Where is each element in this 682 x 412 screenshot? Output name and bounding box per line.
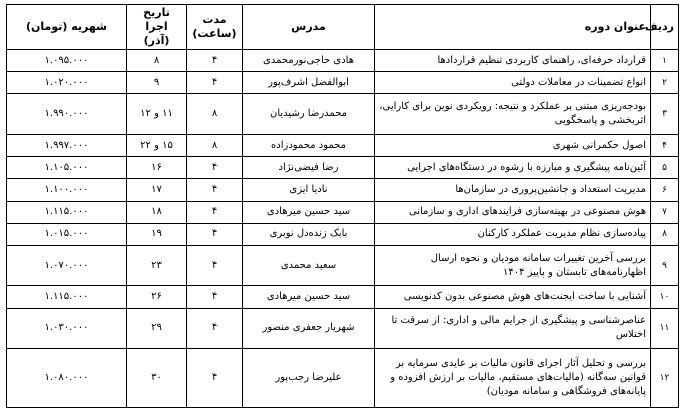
- table-row: [7, 94, 679, 135]
- course-title: قرارداد حرفه‌ای، راهنمای کاربردی تنظیم قراردادها: [375, 50, 651, 72]
- table-row: [7, 72, 679, 94]
- course-date: ۲۳: [127, 245, 187, 286]
- course-fee: ۱.۰۳۰.۰۰۰: [7, 308, 127, 349]
- row-number: ۵: [651, 157, 679, 179]
- header-teacher: مدرس: [243, 5, 375, 50]
- course-date: ۱۸: [127, 201, 187, 223]
- course-duration: ۴: [187, 245, 243, 286]
- course-title: بررسی و تحلیل آثار اجرای قانون مالیات بر عایدی سرمایه بر قوانین سه‌گانه (مالیات‌های مستقیم، مالیات بر ارزش افزوده و پایانه‌های فروشگاهی و سامانه مودیان): [375, 349, 651, 408]
- table-row: [7, 134, 679, 156]
- table-row: [7, 179, 679, 201]
- course-title: پیاده‌سازی نظام مدیریت عملکرد کارکنان: [375, 223, 651, 245]
- course-title: بودجه‌ریزی مبتنی بر عملکرد و نتیجه: رویکردی نوین برای کارایی، اثربخشی و پاسخگویی: [375, 94, 651, 135]
- course-title: بررسی آخرین تغییرات سامانه مودیان و نحوه ارسال اظهارنامه‌های تابستان و پاییز ۱۴۰۴: [375, 245, 651, 286]
- header-row: [7, 5, 679, 50]
- course-title: عناصرشناسی و پیشگیری از جرایم مالی و اداری: از سرقت تا اختلاس: [375, 308, 651, 349]
- course-date: ۲۶: [127, 286, 187, 308]
- course-date: ۱۹: [127, 223, 187, 245]
- course-duration: ۴: [187, 223, 243, 245]
- course-duration: ۸: [187, 94, 243, 135]
- course-date: ۲۹: [127, 308, 187, 349]
- course-teacher: علیرضا رجب‌پور: [243, 349, 375, 408]
- course-title: آئین‌نامه پیشگیری و مبارزه با رشوه در دستگاه‌های اجرایی: [375, 157, 651, 179]
- course-fee: ۱.۹۹۰.۰۰۰: [7, 94, 127, 135]
- course-fee: ۱.۰۷۰.۰۰۰: [7, 245, 127, 286]
- header-duration: مدت (ساعت): [187, 5, 243, 50]
- row-number: ۱۲: [651, 349, 679, 408]
- course-title: مدیریت استعداد و جانشین‌پروری در سازمان‌ها: [375, 179, 651, 201]
- course-teacher: محمود محمودزاده: [243, 134, 375, 156]
- course-title: اصول حکمرانی شهری: [375, 134, 651, 156]
- course-teacher: ابوالفضل اشرف‌پور: [243, 72, 375, 94]
- course-duration: ۴: [187, 201, 243, 223]
- table-row: [7, 349, 679, 408]
- table-row: [7, 50, 679, 72]
- course-fee: ۱.۱۱۵.۰۰۰: [7, 201, 127, 223]
- table-row: [7, 223, 679, 245]
- course-duration: ۴: [187, 179, 243, 201]
- row-number: ۴: [651, 134, 679, 156]
- row-number: ۳: [651, 94, 679, 135]
- course-date: ۱۷: [127, 179, 187, 201]
- course-teacher: رضا فیضی‌نژاد: [243, 157, 375, 179]
- course-duration: ۴: [187, 157, 243, 179]
- course-teacher: شهریار جعفری منصور: [243, 308, 375, 349]
- course-date: ۱۵ و ۲۲: [127, 134, 187, 156]
- row-number: ۱۰: [651, 286, 679, 308]
- course-duration: ۴: [187, 50, 243, 72]
- row-number: ۲: [651, 72, 679, 94]
- course-fee: ۱.۱۰۰.۰۰۰: [7, 179, 127, 201]
- table-row: [7, 201, 679, 223]
- course-duration: ۴: [187, 349, 243, 408]
- course-fee: ۱.۱۰۵.۰۰۰: [7, 157, 127, 179]
- course-teacher: سید حسین میرهادی: [243, 286, 375, 308]
- course-duration: ۴: [187, 72, 243, 94]
- table-row: [7, 286, 679, 308]
- course-date: ۳۰: [127, 349, 187, 408]
- course-title: آشنایی با ساخت ایجنت‌های هوش مصنوعی بدون کدنویسی: [375, 286, 651, 308]
- course-duration: ۴: [187, 286, 243, 308]
- course-teacher: محمدرضا رشیدیان: [243, 94, 375, 135]
- course-fee: ۱.۰۸۰.۰۰۰: [7, 349, 127, 408]
- table-row: [7, 245, 679, 286]
- course-fee: ۱.۰۲۰.۰۰۰: [7, 72, 127, 94]
- course-teacher: بابک زنده‌دل نوبری: [243, 223, 375, 245]
- course-date: ۱۶: [127, 157, 187, 179]
- header-date: تاریخ اجرا (آذر): [127, 5, 187, 50]
- row-number: ۱: [651, 50, 679, 72]
- course-date: ۹: [127, 72, 187, 94]
- header-fee: شهریه (تومان): [7, 5, 127, 50]
- table-row: [7, 308, 679, 349]
- row-number: ۷: [651, 201, 679, 223]
- course-teacher: سعید محمدی: [243, 245, 375, 286]
- course-teacher: هادی حاجی‌نورمحمدی: [243, 50, 375, 72]
- row-number: ۶: [651, 179, 679, 201]
- header-num: ردیف: [651, 5, 679, 50]
- course-date: ۱۱ و ۱۲: [127, 94, 187, 135]
- table-body: [7, 50, 679, 408]
- course-date: ۸: [127, 50, 187, 72]
- course-fee: ۱.۰۱۵.۰۰۰: [7, 223, 127, 245]
- course-fee: ۱.۱۱۵.۰۰۰: [7, 286, 127, 308]
- course-duration: ۴: [187, 308, 243, 349]
- row-number: ۹: [651, 245, 679, 286]
- course-fee: ۱.۰۹۵.۰۰۰: [7, 50, 127, 72]
- course-schedule-table: [6, 4, 679, 408]
- course-fee: ۱.۹۹۷.۰۰۰: [7, 134, 127, 156]
- course-duration: ۸: [187, 134, 243, 156]
- course-title: هوش مصنوعی در بهینه‌سازی فرایندهای اداری و سازمانی: [375, 201, 651, 223]
- course-teacher: سید حسین میرهادی: [243, 201, 375, 223]
- table-row: [7, 157, 679, 179]
- header-title: عنوان دوره: [375, 5, 651, 50]
- course-title: انواع تضمینات در معاملات دولتی: [375, 72, 651, 94]
- row-number: ۱۱: [651, 308, 679, 349]
- row-number: ۸: [651, 223, 679, 245]
- course-teacher: نادیا ایزی: [243, 179, 375, 201]
